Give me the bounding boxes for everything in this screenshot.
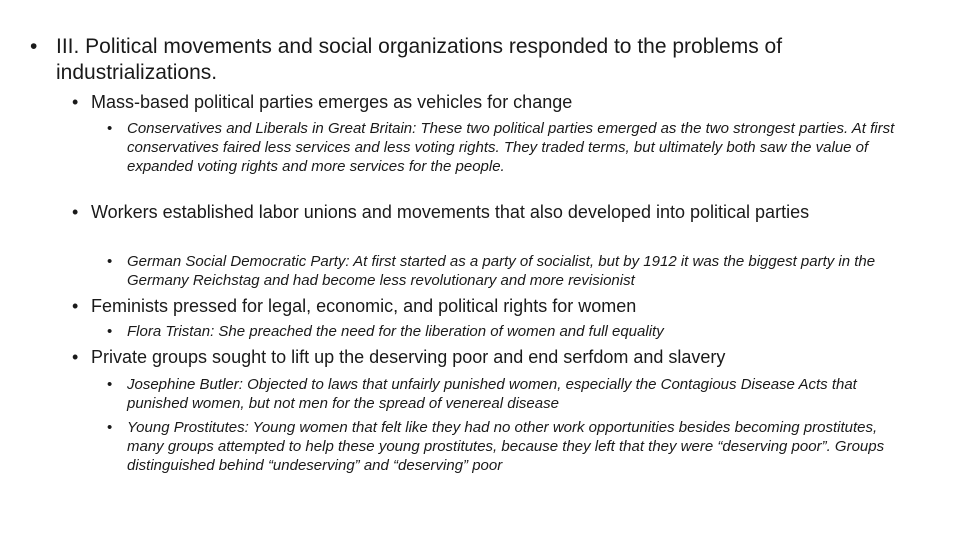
detail-bullet-young-prostitutes xyxy=(107,418,907,475)
sub-bullet-feminists xyxy=(72,295,927,318)
sub-bullet-parties xyxy=(72,91,927,114)
bullet-icon: • xyxy=(107,120,113,137)
bullet-icon: • xyxy=(72,347,79,367)
bullet-icon: • xyxy=(107,376,113,393)
bullet-icon: • xyxy=(72,202,79,222)
sub-bullet-private-groups xyxy=(72,346,927,369)
sub-point-text: Workers established labor unions and movements that also developed into political parties xyxy=(91,202,810,222)
detail-bullet-flora-tristan xyxy=(107,322,927,341)
detail-text: German Social Democratic Party: At first started as a party of socialist, but by 1912 it was the biggest party in the Germany Reichstag and had become less revolutionary and more revisionist xyxy=(127,253,876,289)
sub-point-text: Private groups sought to lift up the deserving poor and end serfdom and slavery xyxy=(91,347,726,367)
sub-bullet-labor-unions xyxy=(72,201,927,224)
sub-point-text: Mass-based political parties emerges as vehicles for change xyxy=(91,92,573,112)
bullet-icon: • xyxy=(107,419,113,436)
detail-text: Young Prostitutes: Young women that felt like they had no other work opportunities besides becoming prostitutes, many groups attempted to help these young prostitutes, because they left that they were “deserving poor”. Groups distinguished behind “undeserving” and “deserving” poor xyxy=(127,419,885,474)
bullet-icon: • xyxy=(107,323,113,340)
bullet-icon: • xyxy=(72,92,79,112)
bullet-icon: • xyxy=(107,253,113,270)
detail-text: Josephine Butler: Objected to laws that unfairly punished women, especially the Contagious Disease Acts that punished women, but not men for the spread of venereal disease xyxy=(127,376,857,412)
detail-bullet-josephine-butler xyxy=(107,375,887,413)
detail-bullet-german-spd xyxy=(107,252,927,290)
detail-bullet-conservatives-liberals xyxy=(107,119,897,176)
main-bullet xyxy=(30,34,925,86)
bullet-icon: • xyxy=(30,35,38,58)
detail-text: Flora Tristan: She preached the need for the liberation of women and full equality xyxy=(127,323,664,340)
main-point-text: III. Political movements and social organizations responded to the problems of industrializations. xyxy=(56,35,783,84)
sub-point-text: Feminists pressed for legal, economic, and political rights for women xyxy=(91,296,637,316)
detail-text: Conservatives and Liberals in Great Britain: These two political parties emerged as the two strongest parties. At first conservatives faired less services and less voting rights. They traded terms, but ultimately both saw the value of expanded voting rights and more services for the people. xyxy=(127,120,895,175)
bullet-icon: • xyxy=(72,296,79,316)
